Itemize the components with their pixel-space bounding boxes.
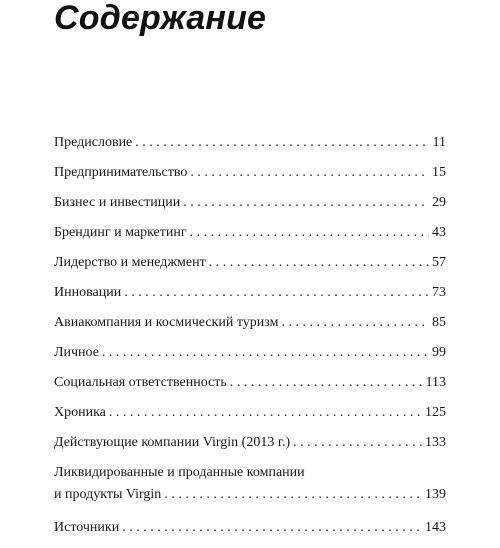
toc-entry-business[interactable] — [54, 193, 446, 223]
toc-entry-page: 143 — [425, 520, 446, 535]
toc-entry-page: 139 — [425, 487, 446, 502]
page-title: Содержание — [54, 0, 267, 37]
toc-entry-branding[interactable] — [54, 223, 446, 253]
toc-entry-title: Действующие компании Virgin (2013 г.) — [54, 435, 291, 450]
toc-entry-page: 85 — [432, 315, 446, 330]
toc-entry-page: 29 — [432, 195, 446, 210]
dot-leader — [209, 253, 429, 273]
toc-entry-last-line — [54, 485, 446, 505]
toc-entry-title: Личное — [54, 345, 99, 360]
toc-entry-sources[interactable] — [54, 518, 446, 548]
toc-entry-page: 57 — [432, 255, 446, 270]
toc-entry-chronicle[interactable] — [54, 403, 446, 433]
dot-leader — [183, 193, 429, 213]
toc-entry-page: 73 — [432, 285, 446, 300]
toc-entry-airline[interactable] — [54, 313, 446, 343]
toc-entry-title-line1: Ликвидированные и проданные компании — [54, 465, 305, 480]
toc-entry-active-companies[interactable] — [54, 433, 446, 463]
toc-entry-preface[interactable] — [54, 133, 446, 163]
toc-entry-page: 113 — [425, 375, 446, 390]
toc-entry-title: Инновации — [54, 285, 122, 300]
toc-entry-page: 133 — [425, 435, 446, 450]
dot-leader — [293, 433, 422, 453]
toc-entry-title: Авиакомпания и космический туризм — [54, 315, 279, 330]
toc-entry-leadership[interactable] — [54, 253, 446, 283]
toc-entry-title-line2: и продукты Virgin — [54, 487, 162, 502]
toc-entry-title: Хроника — [54, 405, 106, 420]
toc-entry-innovation[interactable] — [54, 283, 446, 313]
toc-entry-title: Брендинг и маркетинг — [54, 225, 187, 240]
toc-entry-entrepreneurship[interactable] — [54, 163, 446, 193]
toc-entry-page: 125 — [425, 405, 446, 420]
dot-leader — [230, 373, 423, 393]
dot-leader — [190, 223, 429, 243]
dot-leader — [122, 518, 422, 538]
dot-leader — [124, 283, 429, 303]
toc-entry-title: Предисловие — [54, 135, 133, 150]
table-of-contents — [54, 133, 446, 548]
toc-entry-personal[interactable] — [54, 343, 446, 373]
dot-leader — [164, 485, 422, 505]
toc-entry-page: 11 — [432, 135, 446, 150]
toc-entry-page: 43 — [432, 225, 446, 240]
toc-entry-title: Предпринимательство — [54, 165, 188, 180]
dot-leader — [190, 163, 429, 183]
toc-entry-liquidated-companies[interactable] — [54, 463, 446, 518]
dot-leader — [135, 133, 429, 153]
toc-entry-title: Бизнес и инвестиции — [54, 195, 181, 210]
toc-entry-page: 15 — [432, 165, 446, 180]
dot-leader — [109, 403, 422, 423]
dot-leader — [281, 313, 429, 333]
toc-entry-social-responsibility[interactable] — [54, 373, 446, 403]
toc-entry-title: Источники — [54, 520, 120, 535]
toc-entry-title: Лидерство и менеджмент — [54, 255, 206, 270]
toc-entry-page: 99 — [432, 345, 446, 360]
dot-leader — [102, 343, 429, 363]
toc-entry-title: Социальная ответственность — [54, 375, 227, 390]
